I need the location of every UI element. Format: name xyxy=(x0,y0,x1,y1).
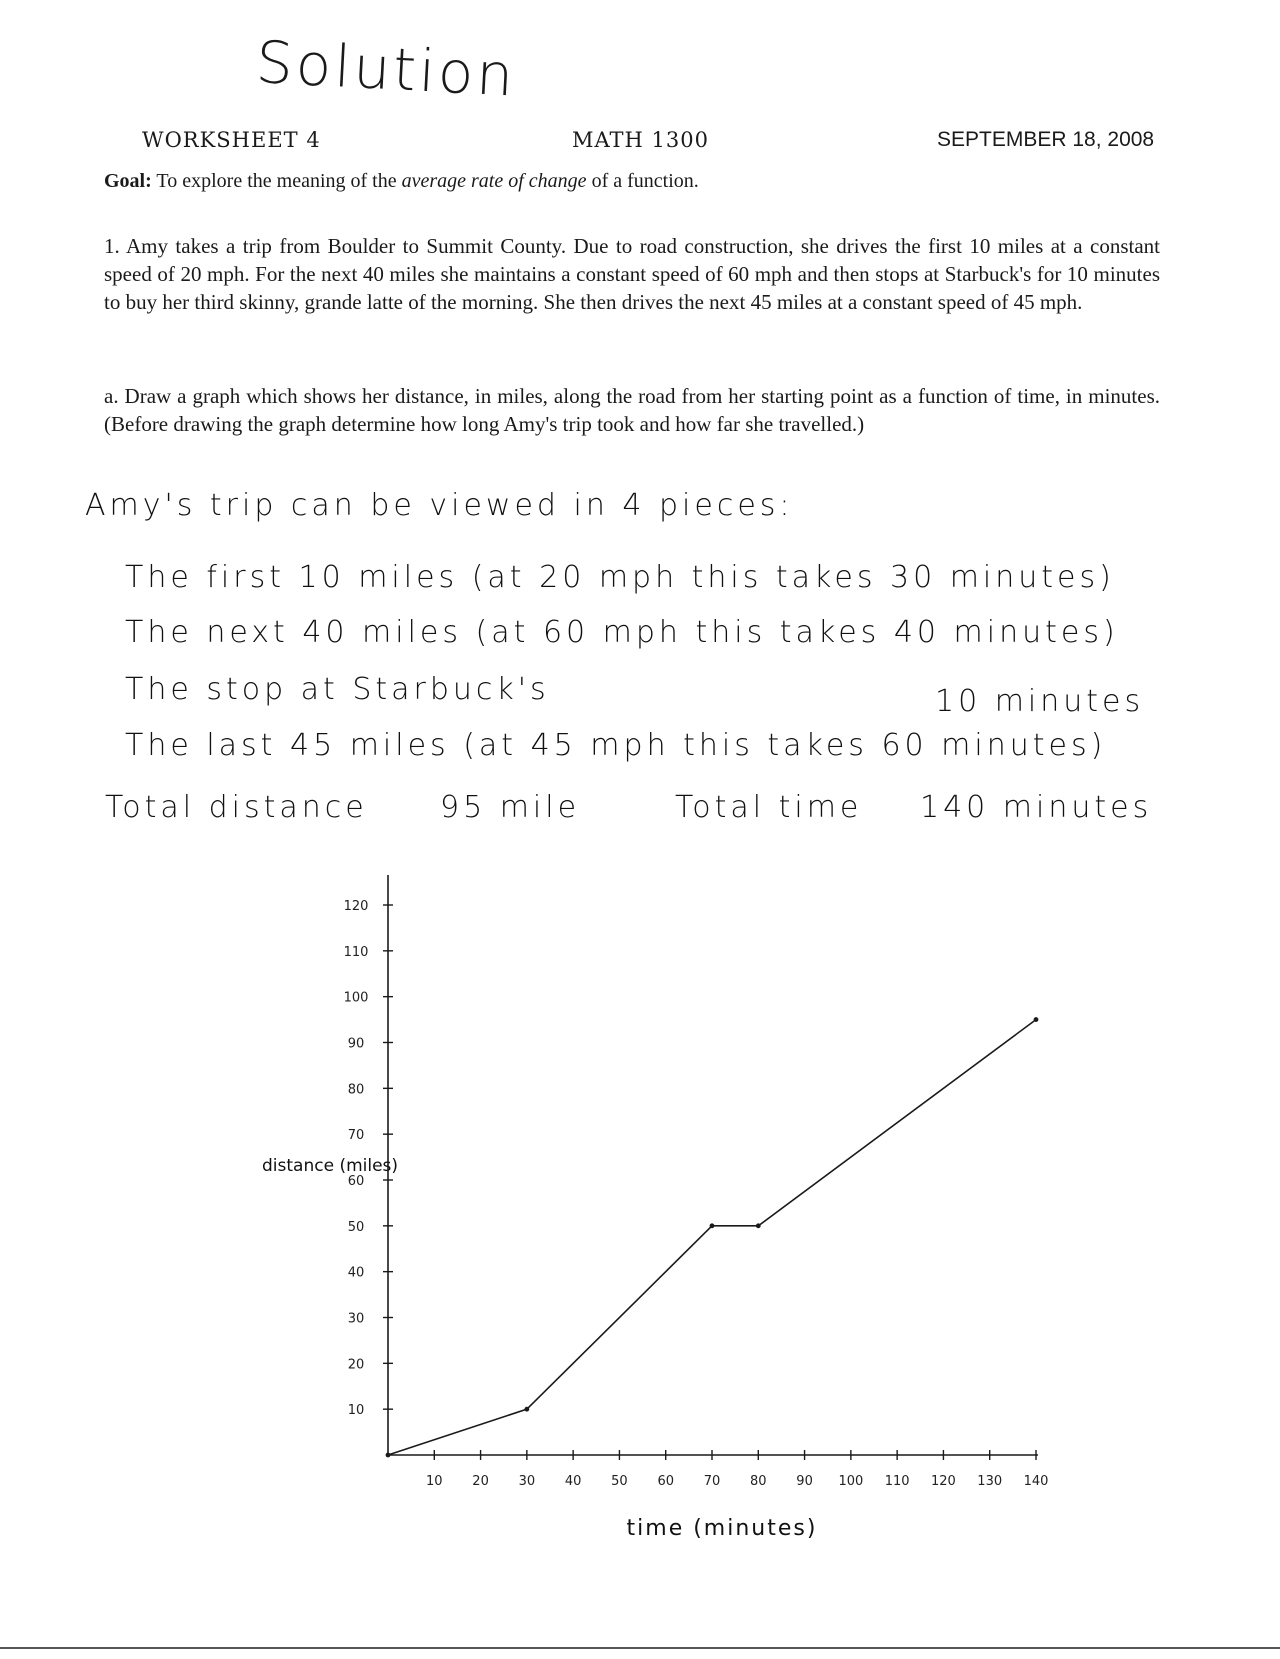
handwritten-line-3: The stop at Starbuck's xyxy=(125,672,550,707)
x-tick-label: 80 xyxy=(750,1474,767,1489)
x-tick-label: 90 xyxy=(796,1474,813,1489)
goal-label: Goal: xyxy=(104,170,152,192)
worksheet-date: SEPTEMBER 18, 2008 xyxy=(937,128,1155,151)
data-point xyxy=(386,1453,391,1458)
handwritten-intro: Amy's trip can be viewed in 4 pieces: xyxy=(85,488,794,523)
handwritten-line-3-minutes: 10 minutes xyxy=(935,684,1145,719)
problem-paragraph-2: a. Draw a graph which shows her distance, in miles, along the road from her starting point as a function of time, in minutes. (Before drawing the graph determine how long Amy's trip took and how far she travelled.) xyxy=(104,384,1160,436)
handwritten-line-2: The next 40 miles (at 60 mph this takes 40 minutes) xyxy=(125,615,1119,650)
data-point xyxy=(1034,1017,1039,1022)
handwritten-total-distance-value: 95 mile xyxy=(440,790,581,825)
y-tick-label: 120 xyxy=(343,899,369,914)
data-point xyxy=(756,1223,761,1228)
goal-text-after: of a function. xyxy=(591,170,699,192)
y-tick-label: 110 xyxy=(343,944,369,960)
x-tick-label: 140 xyxy=(1023,1474,1049,1489)
y-tick-label: 100 xyxy=(343,990,369,1006)
x-tick-label: 30 xyxy=(518,1474,536,1489)
handwritten-total-time-label: Total time xyxy=(675,790,863,825)
data-point xyxy=(524,1407,529,1412)
x-tick-label: 130 xyxy=(977,1474,1003,1489)
course-code: MATH 1300 xyxy=(572,128,709,152)
y-tick-label: 90 xyxy=(347,1036,365,1052)
x-tick-label: 110 xyxy=(884,1474,910,1489)
x-tick-label: 10 xyxy=(426,1474,443,1489)
y-tick-label: 70 xyxy=(347,1128,365,1144)
handwritten-total-distance-label: Total distance xyxy=(105,790,368,825)
goal-text-before: To explore the meaning of the xyxy=(156,170,397,192)
page-bottom-rule xyxy=(0,1647,1280,1649)
y-tick-label: 60 xyxy=(347,1174,365,1189)
x-tick-label: 120 xyxy=(931,1474,956,1489)
y-tick-label: 40 xyxy=(347,1265,365,1281)
goal-emphasis: average rate of change xyxy=(401,170,587,192)
y-tick-label: 20 xyxy=(347,1357,365,1373)
y-tick-label: 30 xyxy=(347,1311,365,1327)
x-tick-label: 50 xyxy=(611,1474,628,1489)
y-tick-label: 80 xyxy=(347,1082,365,1098)
y-tick-label: 50 xyxy=(347,1219,365,1235)
x-tick-label: 70 xyxy=(703,1474,721,1489)
y-axis-title: distance (miles) xyxy=(262,1155,399,1176)
handwritten-solution-title: Solution xyxy=(254,28,518,110)
x-tick-label: 60 xyxy=(657,1474,674,1489)
worksheet-number: WORKSHEET 4 xyxy=(142,128,321,152)
x-axis-title: time (minutes) xyxy=(626,1516,818,1541)
y-tick-label: 10 xyxy=(347,1403,365,1419)
problem-paragraph-1: 1. Amy takes a trip from Boulder to Summit County. Due to road construction, she drives the first 10 miles at a constant speed of 20 mph. For the next 40 miles she maintains a constant speed of 60 mph and then stops at Starbuck's for 10 minutes to buy her third skinny, grande latte of the morning. She then drives the next 45 miles at a constant speed of 45 mph. xyxy=(104,234,1160,314)
handwritten-line-4: The last 45 miles (at 45 mph this takes 60 minutes) xyxy=(125,728,1107,763)
x-tick-label: 100 xyxy=(838,1474,864,1489)
handwritten-total-time-value: 140 minutes xyxy=(920,790,1153,825)
handwritten-line-1: The first 10 miles (at 20 mph this takes 30 minutes) xyxy=(125,560,1115,595)
data-point xyxy=(710,1223,715,1228)
series-line xyxy=(388,1020,1036,1455)
x-tick-label: 20 xyxy=(472,1474,489,1489)
x-tick-label: 40 xyxy=(564,1474,582,1489)
